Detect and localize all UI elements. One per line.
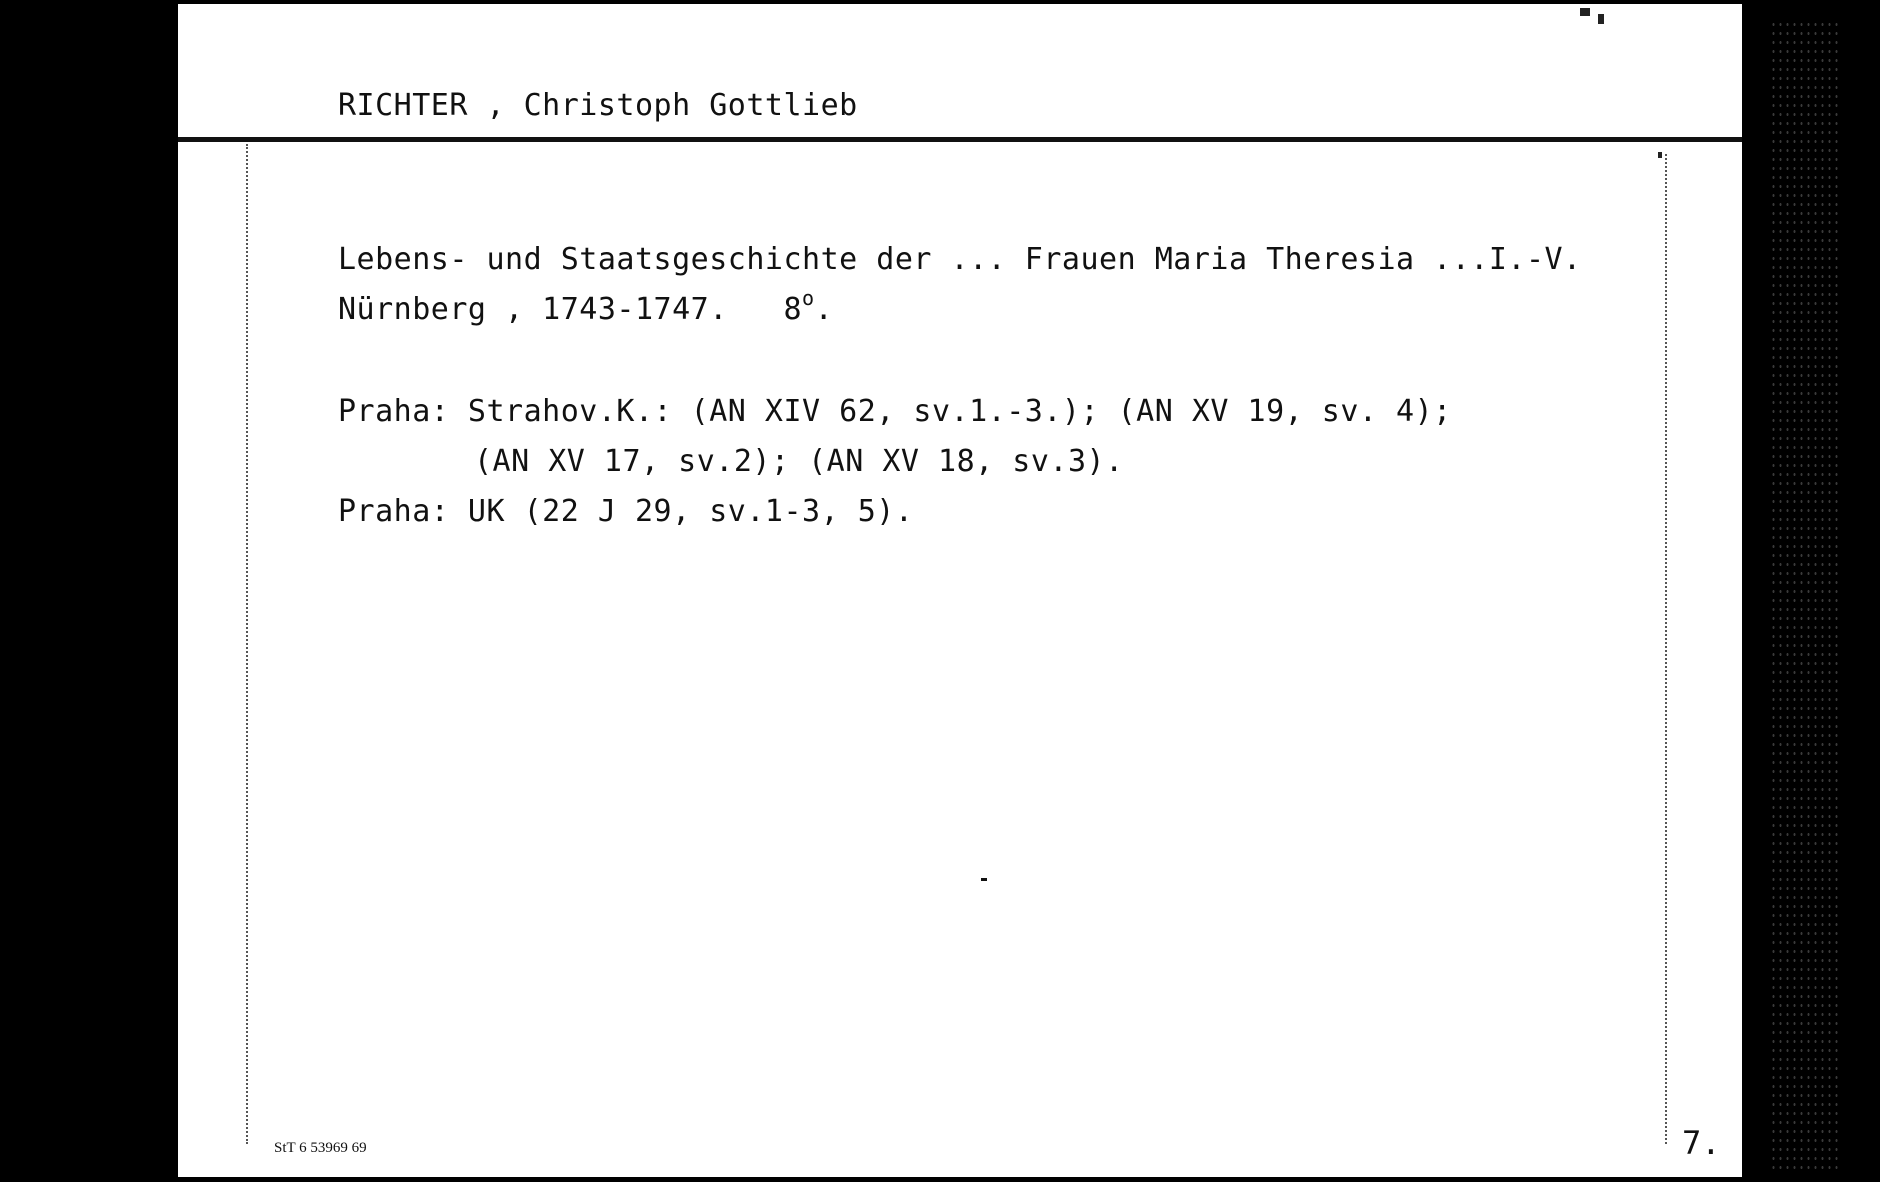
holding-line: (AN XV 17, sv.2); (AN XV 18, sv.3). — [474, 444, 1124, 479]
title-line: Lebens- und Staatsgeschichte der ... Frauen Maria Theresia ...I.-V. — [338, 242, 1582, 277]
ink-speck — [981, 878, 987, 881]
heading-rule — [178, 137, 1742, 142]
ink-speck — [1658, 152, 1662, 158]
author-heading: RICHTER , Christoph Gottlieb — [338, 88, 858, 123]
format-degree-mark: o — [802, 286, 815, 310]
scan-noise-strip — [1770, 20, 1840, 1170]
ink-speck — [1598, 14, 1604, 24]
print-code: StT 6 53969 69 — [274, 1140, 367, 1156]
imprint-end: . — [814, 292, 834, 327]
left-margin-guide — [246, 144, 248, 1144]
imprint-text: Nürnberg , 1743-1747. 8 — [338, 292, 803, 327]
imprint-line — [338, 286, 834, 328]
card-number: 7. — [1682, 1124, 1721, 1162]
right-margin-guide — [1665, 154, 1667, 1144]
holding-line: Praha: Strahov.K.: (AN XIV 62, sv.1.-3.); (AN XV 19, sv. 4); — [338, 394, 1452, 429]
holding-line: Praha: UK (22 J 29, sv.1-3, 5). — [338, 494, 914, 529]
catalog-card — [178, 4, 1742, 1177]
ink-speck — [1580, 8, 1590, 16]
